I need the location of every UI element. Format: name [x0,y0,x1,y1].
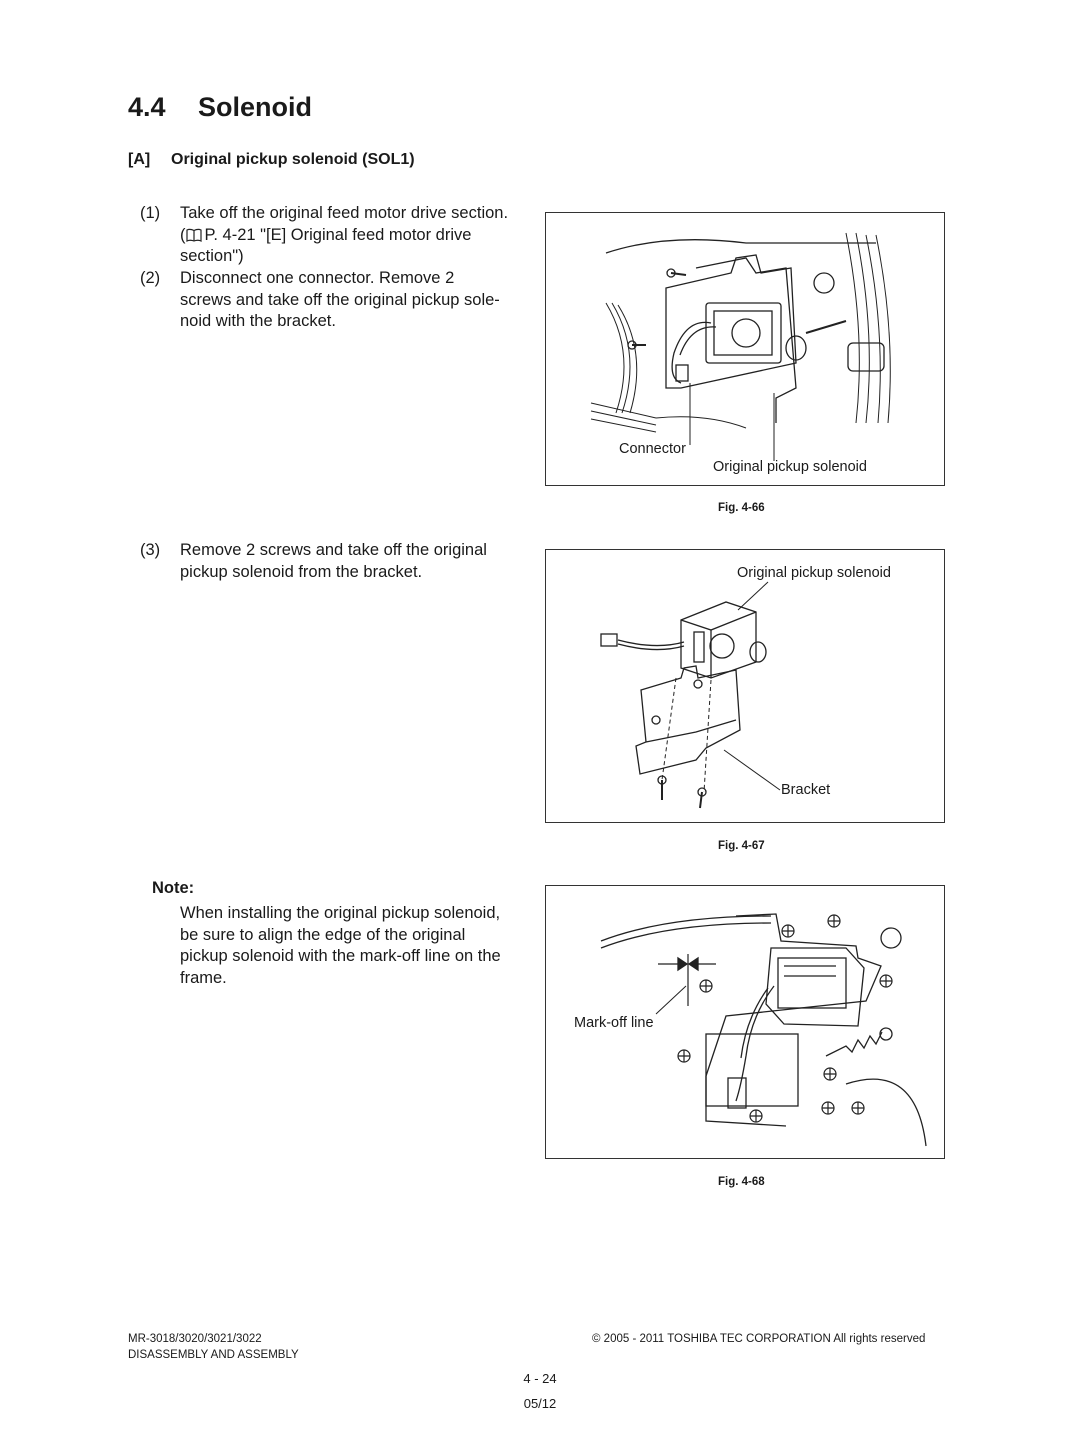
page-number: 4 - 24 [523,1371,557,1386]
section-number: 4.4 [128,92,166,122]
book-reference-icon [186,228,202,242]
step-line: Disconnect one connector. Remove 2 [180,269,455,287]
step-number: (2) [140,269,161,287]
step-line: Remove 2 screws and take off the original [180,541,487,559]
mark-off-label: Mark-off line [574,1015,654,1031]
step-3 [140,540,540,583]
footer-copyright: © 2005 - 2011 TOSHIBA TEC CORPORATION All rights reserved [592,1333,926,1345]
figure-4-67 [545,549,945,823]
step-ref-line [180,225,540,247]
solenoid-bracket-exploded-illustration [546,550,944,822]
figure-4-66 [545,212,945,486]
bracket-label: Bracket [781,782,831,798]
step-line: noid with the bracket. [180,312,336,330]
note-heading: Note: [152,879,195,897]
solenoid-installed-illustration [546,213,944,485]
step-line: Take off the original feed motor drive section. [180,204,509,222]
ref-paren: ( [180,225,186,244]
footer-chapter: DISASSEMBLY AND ASSEMBLY [128,1349,299,1361]
solenoid-label: Original pickup solenoid [713,459,867,475]
step-number: (3) [140,541,161,559]
step-line: pickup solenoid from the bracket. [180,562,423,581]
connector-label: Connector [619,441,686,457]
ref-text: P. 4-21 "[E] Original feed motor drive [204,225,472,244]
step-line: screws and take off the original pickup sole- [180,290,500,309]
figure-caption: Fig. 4-67 [718,840,765,852]
section-title: Solenoid [198,92,312,122]
note-line: pickup solenoid with the mark-off line on the [180,947,501,965]
subsection-title: Original pickup solenoid (SOL1) [171,151,415,168]
note-line: When installing the original pickup solenoid, [180,904,501,922]
step-1 [140,203,540,268]
step-text [180,540,540,583]
note-line: frame. [180,968,227,987]
step-number: (1) [140,204,161,222]
subsection-heading [128,151,415,169]
figure-4-68 [545,885,945,1159]
footer-model: MR-3018/3020/3021/3022 [128,1333,262,1345]
subsection-tag: [A] [128,151,151,168]
note-line: be sure to align the edge of the original [180,925,466,944]
step-text [180,268,540,333]
section-heading [128,92,312,123]
step-2 [140,268,540,333]
step-text [180,203,540,268]
solenoid-label: Original pickup solenoid [737,565,891,581]
figure-caption: Fig. 4-68 [718,1176,765,1188]
figure-caption: Fig. 4-66 [718,502,765,514]
note-text [180,903,540,989]
step-line: section") [180,247,244,265]
revision-date: 05/12 [523,1396,557,1411]
